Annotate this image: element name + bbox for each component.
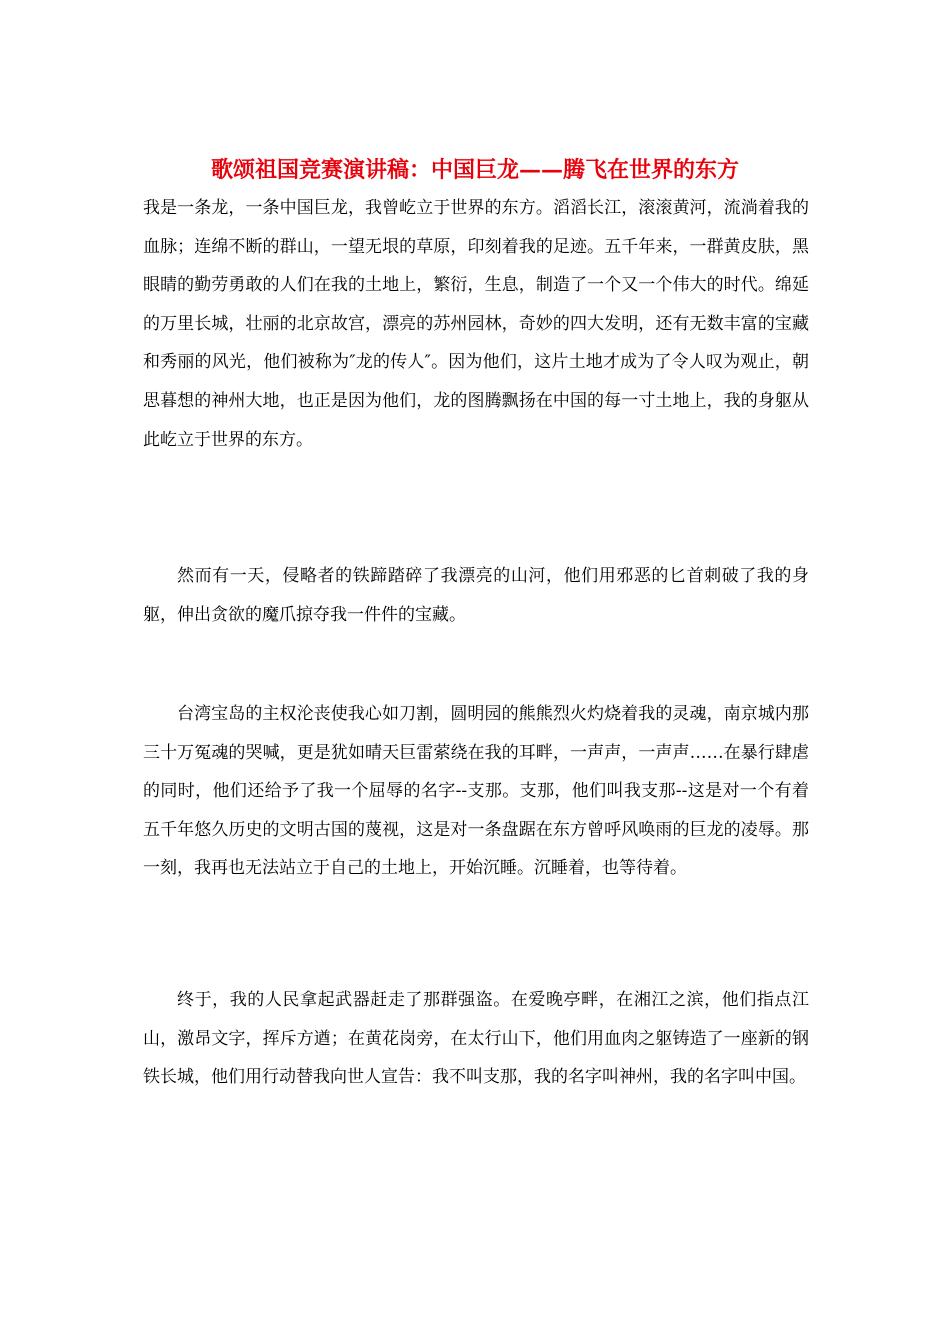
paragraph-4: 终于，我的人民拿起武器赶走了那群强盗。在爱晚亭畔，在湘江之滨，他们指点江山，激昂文字，挥斥方遒；在黄花岗旁，在太行山下，他们用血肉之躯铸造了一座新的钢铁长城，他们用行动替我向世人宣告：我不叫支那，我的名字叫神州，我的名字叫中国。	[143, 990, 809, 1088]
document-title: 歌颂祖国竞赛演讲稿：中国巨龙——腾飞在世界的东方	[210, 157, 739, 183]
paragraph-1: 我是一条龙，一条中国巨龙，我曾屹立于世界的东方。滔滔长江，滚滚黄河，流淌着我的血脉；连绵不断的群山，一望无垠的草原，印刻着我的足迹。五千年来，一群黄皮肤，黑眼睛的勤劳勇敢的人们在我的土地上，繁衍，生息，制造了一个又一个伟大的时代。绵延的万里长城，壮丽的北京故宫，漂亮的苏州园林，奇妙的四大发明，还有无数丰富的宝藏和秀丽的风光，他们被称为″龙的传人″。因为他们，这片土地才成为了令人叹为观止，朝思暮想的神州大地，也正是因为他们，龙的图腾飘扬在中国的每一寸土地上，我的身躯从此屹立于世界的东方。	[143, 198, 809, 450]
paragraph-2: 然而有一天，侵略者的铁蹄踏碎了我漂亮的山河，他们用邪恶的匕首刺破了我的身躯，伸出贪欲的魔爪掠夺我一件件的宝藏。	[143, 566, 809, 625]
paragraph-3: 台湾宝岛的主权沦丧使我心如刀割，圆明园的熊熊烈火灼烧着我的灵魂，南京城内那三十万冤魂的哭喊，更是犹如晴天巨雷萦绕在我的耳畔，一声声，一声声……在暴行肆虐的同时，他们还给予了我一个屈辱的名字--支那。支那，他们叫我支那--这是对一个有着五千年悠久历史的文明古国的蔑视，这是对一条盘踞在东方曾呼风唤雨的巨龙的凌辱。那一刻，我再也无法站立于自己的土地上，开始沉睡。沉睡着，也等待着。	[143, 704, 809, 879]
